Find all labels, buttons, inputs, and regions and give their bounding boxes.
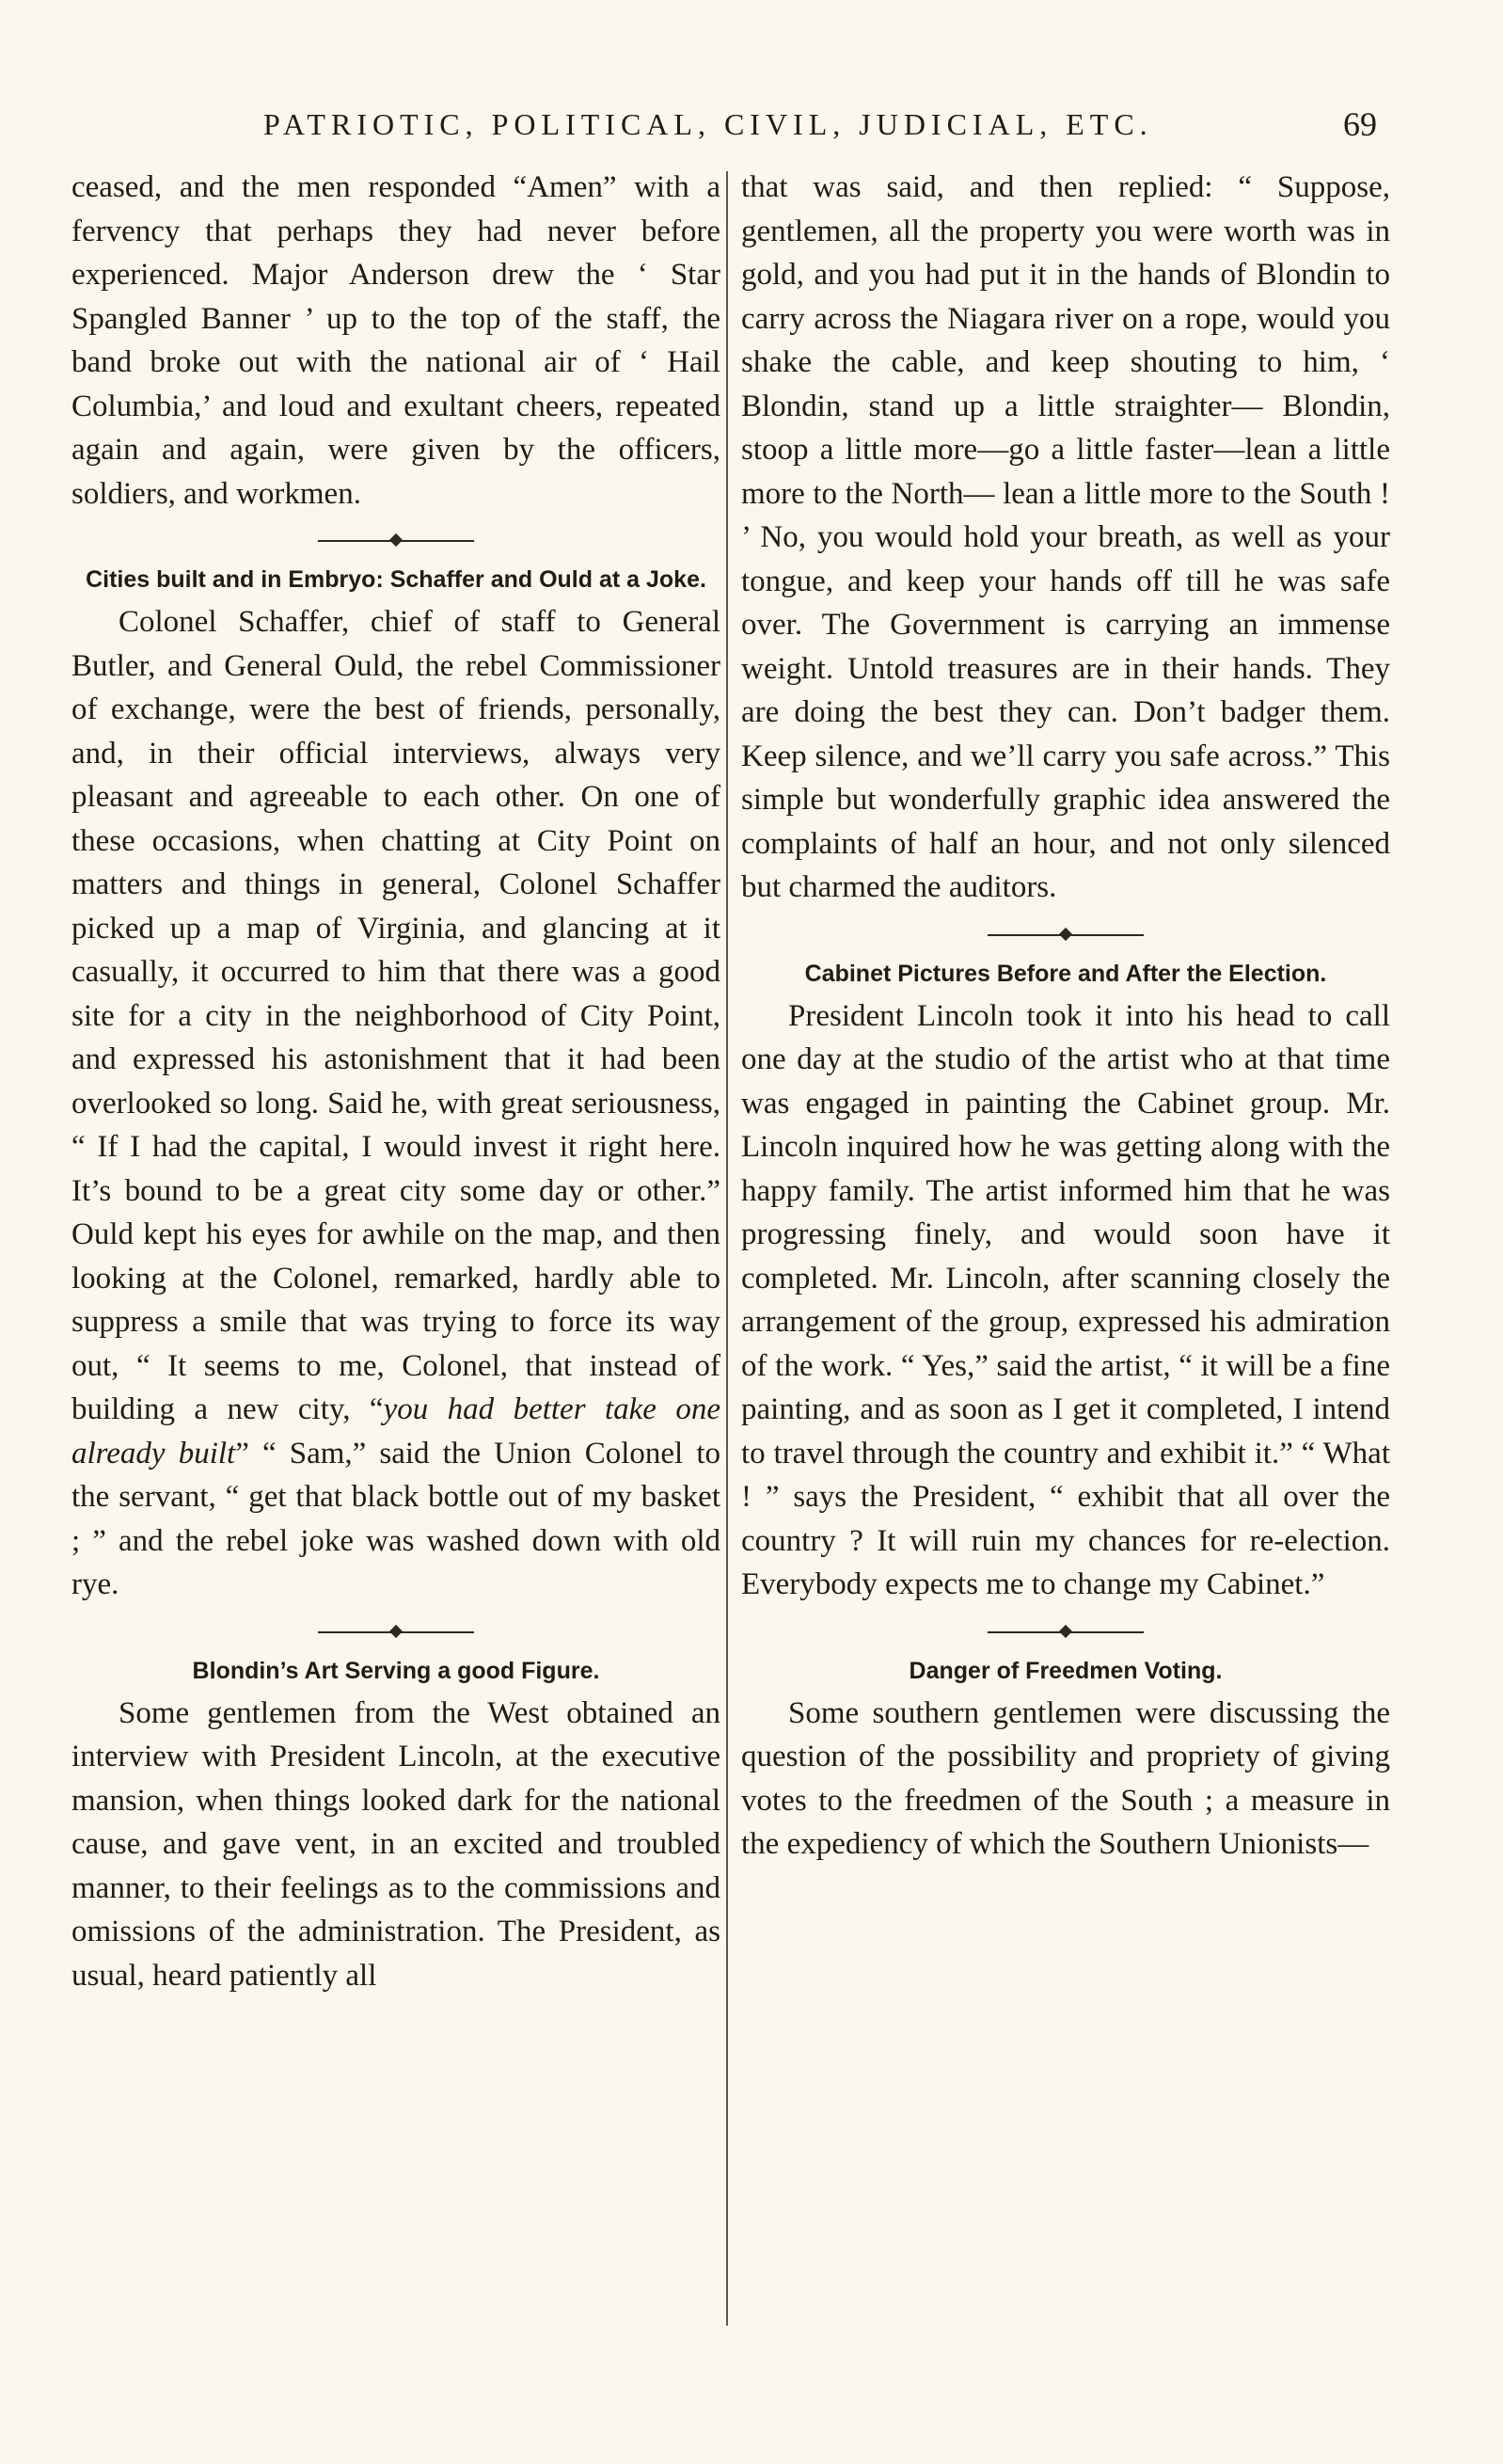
section-body-freedmen-voting: Some southern gentlemen were discussing the question of the possibility and propriety of giving votes to the freedmen of the South ; a measure in the expediency of which the Southern Unionists—: [741, 1695, 1390, 1861]
section-divider: [71, 527, 720, 555]
section-divider: [741, 1618, 1390, 1646]
emphasized-quote: you had better take one already built: [71, 1392, 720, 1470]
column-rule: [726, 171, 728, 2326]
section-body-cities-built: Colonel Schaffer, chief of staff to General Butler, and General Ould, the rebel Commissioner of exchange, were the best of friends, personally, and, in their official interviews, always very pleasant and agreeable to each other. On one of these occasions, when chatting at City Point on matters and things in general, Colonel Schaffer picked up a map of Virginia, and glancing at it casually, it occurred to him that there was a good site for a city in the neighborhood of City Point, and expressed his astonishment that it had been overlooked so long. Said he, with great seriousness, “ If I had the capital, I would invest it right here. It’s bound to be a great city some day or other.” Ould kept his eyes for awhile on the map, and then looking at the Colonel, remarked, hardly able to suppress a smile that was trying to force its way out, “ It seems to me, Colonel, that instead of building a new city, “you had better take one already built” “ Sam,” said the Union Colonel to the servant, “ get that black bottle out of my basket ; ” and the rebel joke was washed down with old rye.: [71, 605, 720, 1601]
section-title-freedmen-voting: Danger of Freedmen Voting.: [909, 1657, 1223, 1684]
section-body-cabinet-pictures: President Lincoln took it into his head to call one day at the studio of the artist who at that time was engaged in painting the Cabinet group. Mr. Lincoln inquired how he was getting along with the happy family. The artist informed him that he was progressing finely, and would soon have it completed. Mr. Lincoln, after scanning closely the arrangement of the group, expressed his admiration of the work. “ Yes,” said the artist, “ it will be a fine painting, and as soon as I get it completed, I intend to travel through the country and exhibit it.” “ What ! ” says the President, “ exhibit that all over the country ? It will ruin my chances for re-election. Everybody expects me to change my Cabinet.”: [741, 998, 1390, 1601]
section-title-blondin: Blondin’s Art Serving a good Figure.: [192, 1657, 600, 1684]
section-title-cabinet-pictures: Cabinet Pictures Before and After the Election.: [804, 960, 1327, 987]
page-header: [0, 98, 1503, 151]
body-text: Colonel Schaffer, chief of staff to General Butler, and General Ould, the rebel Commissioner of exchange, were the best of friends, personally, and, in their official interviews, always very pleasant and agreeable to each other. On one of these occasions, when chatting at City Point on matters and things in general, Colonel Schaffer picked up a map of Virginia, and glancing at it casually, it occurred to him that there was a good site for a city in the neighborhood of City Point, and expressed his astonishment that it had been overlooked so long. Said he, with great seriousness, “ If I had the capital, I would invest it right here. It’s bound to be a great city some day or other.” Ould kept his eyes for awhile on the map, and then looking at the Colonel, remarked, hardly able to suppress a smile that was trying to force its way out, “ It seems to me, Colonel, that instead of building a new city,: [71, 605, 720, 1426]
left-column: [71, 166, 720, 1997]
right-column: [741, 166, 1390, 1867]
section-title-cities-built: Cities built and in Embryo: Schaffer and Ould at a Joke.: [86, 566, 706, 593]
section-body-blondin-continued: that was said, and then replied: “ Suppose, gentlemen, all the property you were worth was in gold, and you had put it in the hands of Blondin to carry across the Niagara river on a rope, would you shake the cable, and keep shouting to him, ‘ Blondin, stand up a little straighter— Blondin, stoop a little more—go a little faster—lean a little more to the North— lean a little more to the South ! ’ No, you would hold your breath, as well as your tongue, and keep your hands off till he was safe over. The Government is carrying an immense weight. Untold treasures are in their hands. They are doing the best they can. Don’t badger them. Keep silence, and we’ll carry you safe across.” This simple but wonderfully graphic idea answered the complaints of half an hour, and not only silenced but charmed the auditors.: [741, 170, 1390, 904]
opening-paragraph: ceased, and the men responded “Amen” with a fervency that perhaps they had never before experienced. Major Anderson drew the ‘ Star Spangled Banner ’ up to the top of the staff, the band broke out with the national air of ‘ Hail Columbia,’ and loud and exultant cheers, repeated again and again, were given by the officers, soldiers, and workmen.: [71, 170, 720, 511]
page-number: 69: [1343, 105, 1377, 143]
section-divider: [741, 921, 1390, 949]
section-body-blondin: Some gentlemen from the West obtained an interview with President Lincoln, at the executive mansion, when things looked dark for the national cause, and gave vent, in an excited and troubled manner, to their feelings as to the commissions and omissions of the administration. The President, as usual, heard patiently all: [71, 1695, 720, 1993]
running-head: PATRIOTIC, POLITICAL, CIVIL, JUDICIAL, ETC.: [263, 107, 1153, 141]
section-divider: [71, 1618, 720, 1646]
body-text: ” “ Sam,” said the Union Colonel to the servant, “ get that black bottle out of my basket ; ” and the rebel joke was washed down with old rye.: [71, 1436, 720, 1601]
